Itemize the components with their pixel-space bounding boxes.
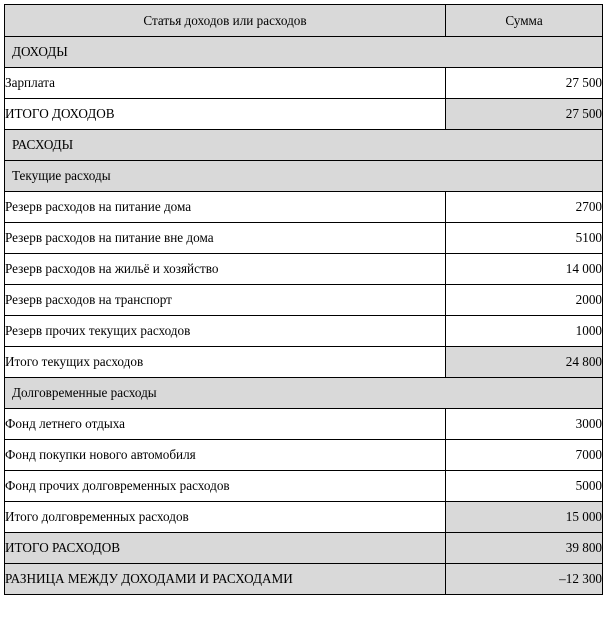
budget-table-body [5,5,603,595]
row-sum-value: 24 800 [446,347,603,378]
row-item-label: Фонд прочих долговременных расходов [5,471,446,502]
row-item-label: Резерв расходов на жильё и хозяйство [5,254,446,285]
table-row [5,254,603,285]
row-sum-value: 5000 [446,471,603,502]
table-row [5,99,603,130]
row-item-label: Резерв расходов на транспорт [5,285,446,316]
row-item-label: Резерв расходов на питание вне дома [5,223,446,254]
table-row [5,502,603,533]
table-row [5,316,603,347]
row-item-label: ИТОГО РАСХОДОВ [5,533,446,564]
row-item-label: Итого долговременных расходов [5,502,446,533]
row-item-label: Резерв расходов на питание дома [5,192,446,223]
column-header-sum: Сумма [446,5,603,37]
table-row [5,533,603,564]
row-item-label: Фонд летнего отдыха [5,409,446,440]
table-row [5,285,603,316]
row-sum-value: 5100 [446,223,603,254]
row-item-label: РАЗНИЦА МЕЖДУ ДОХОДАМИ И РАСХОДАМИ [5,564,446,595]
table-row [5,409,603,440]
table-row [5,223,603,254]
row-sum-value: 2700 [446,192,603,223]
table-section-row [5,37,603,68]
row-sum-value: 7000 [446,440,603,471]
row-item-label: Фонд покупки нового автомобиля [5,440,446,471]
table-row [5,68,603,99]
row-sum-value: 39 800 [446,533,603,564]
section-label: РАСХОДЫ [5,130,603,161]
column-header-item: Статья доходов или расходов [5,5,446,37]
row-sum-value: 14 000 [446,254,603,285]
table-header-row [5,5,603,37]
row-sum-value: 27 500 [446,68,603,99]
row-item-label: Итого текущих расходов [5,347,446,378]
row-item-label: ИТОГО ДОХОДОВ [5,99,446,130]
row-sum-value: 3000 [446,409,603,440]
table-row [5,564,603,595]
budget-table [4,4,603,595]
row-sum-value: –12 300 [446,564,603,595]
row-sum-value: 1000 [446,316,603,347]
table-row [5,347,603,378]
row-sum-value: 15 000 [446,502,603,533]
table-row [5,471,603,502]
row-sum-value: 2000 [446,285,603,316]
table-row [5,192,603,223]
table-section-row [5,161,603,192]
row-sum-value: 27 500 [446,99,603,130]
section-label: Текущие расходы [5,161,603,192]
row-item-label: Зарплата [5,68,446,99]
section-label: Долговременные расходы [5,378,603,409]
row-item-label: Резерв прочих текущих расходов [5,316,446,347]
table-section-row [5,130,603,161]
section-label: ДОХОДЫ [5,37,603,68]
table-row [5,440,603,471]
table-section-row [5,378,603,409]
